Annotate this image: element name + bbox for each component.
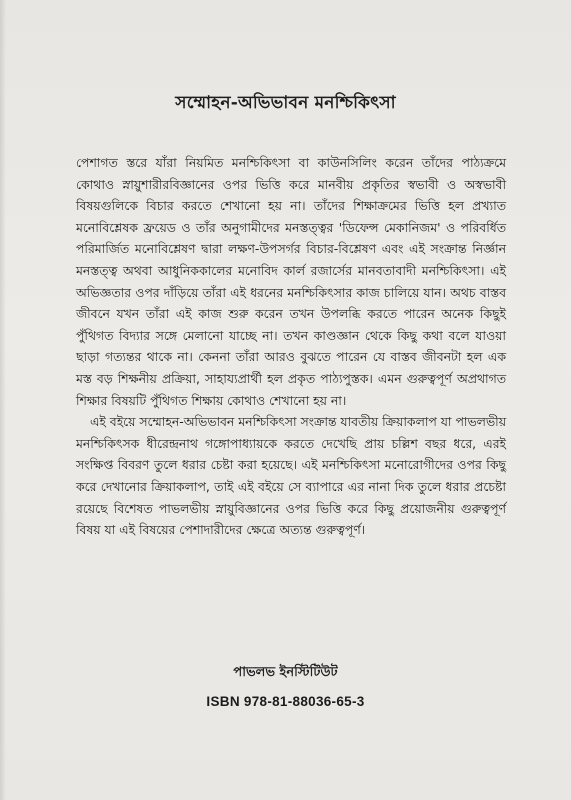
isbn-line — [0, 694, 571, 709]
book-title: সম্মোহন-অভিভাবন মনশ্চিকিৎসা — [175, 93, 396, 113]
blurb-paragraph-2: এই বইয়ে সম্মোহন-অভিভাবন মনশ্চিকিৎসা সংক্রান্ত যাবতীয় ক্রিয়াকলাপ যা পাভলভীয় মনশ্চিকিৎসক ধীরেন্দ্রনাথ গঙ্গোপাধ্যায়কে করতে দেখেছি প্রায় চল্লিশ বছর ধরে, এরই সংক্ষিপ্ত বিবরণ তুলে ধরার চেষ্টা করা হয়েছে। এই মনশ্চিকিৎসা মনোরোগীদের ওপর কিছু করে দেখানোর ক্রিয়াকলাপ, তাই এই বইয়ে সে ব্যাপারে এর নানা দিক তুলে ধরার প্রচেষ্টা রয়েছে বিশেষত পাভলভীয় স্নায়ুবিজ্ঞানের ওপর ভিত্তি করে কিছু প্রয়োজনীয় গুরুত্বপূর্ণ বিষয় যা এই বিষয়ের পেশাদারীদের ক্ষেত্রে অত্যন্ত গুরুত্বপূর্ণ। — [76, 414, 506, 538]
isbn-number: 978-81-88036-65-3 — [243, 694, 365, 709]
blurb-text — [76, 152, 506, 541]
isbn-label: ISBN — [206, 694, 240, 709]
publisher-name: পাভলভ ইনস্টিটিউট — [233, 665, 338, 680]
blurb-paragraph-1: পেশাগত স্তরে যাঁরা নিয়মিত মনশ্চিকিৎসা বা কাউনসিলিং করেন তাঁদের পাঠ্যক্রমে কোথাও স্নায়ুশারীরবিজ্ঞানের ওপর ভিত্তি করে মানবীয় প্রকৃতির স্বভাবী ও অস্বভাবী বিষয়গুলিকে বিচার করতে শেখানো হয় না। তাঁদের শিক্ষাক্রমের ভিত্তি হল প্রখ্যাত মনোবিশ্লেষক ফ্রয়েড ও তাঁর অনুগামীদের মনস্তত্ত্বর 'ডিফেন্স মেকানিজম' ও পরিবর্ধিত পরিমার্জিত মনোবিশ্লেষণ দ্বারা লক্ষণ-উপসর্গর বিচার-বিশ্লেষণ এবং এই সংক্রান্ত নির্জ্ঞান মনস্তত্ত্ব অথবা আধুনিককালের মনোবিদ কার্ল রজার্সের মানবতাবাদী মনশ্চিকিৎসা। এই অভিজ্ঞতার ওপর দাঁড়িয়ে তাঁরা এই ধরনের মনশ্চিকিৎসার কাজ চালিয়ে যান। অথচ বাস্তব জীবনে যখন তাঁরা এই কাজ শুরু করেন তখন উপলব্ধি করতে পারেন অনেক কিছুই পুঁথিগত বিদ্যার সঙ্গে মেলানো যাচ্ছে না। তখন কাণ্ডজ্ঞান থেকে কিছু কথা বলে যাওয়া ছাড়া গত্যন্তর থাকে না। কেননা তাঁরা আরও বুঝতে পারেন যে বাস্তব জীবনটা হল এক মস্ত বড় শিক্ষনীয় প্রক্রিয়া, সাহায্যপ্রার্থী হল প্রকৃত পাঠ্যপুস্তক। এমন গুরুত্বপূর্ণ অপ্রথাগত শিক্ষার বিষয়টি পুঁথিগত শিক্ষায় কোথাও শেখানো হয় না। — [76, 155, 506, 408]
